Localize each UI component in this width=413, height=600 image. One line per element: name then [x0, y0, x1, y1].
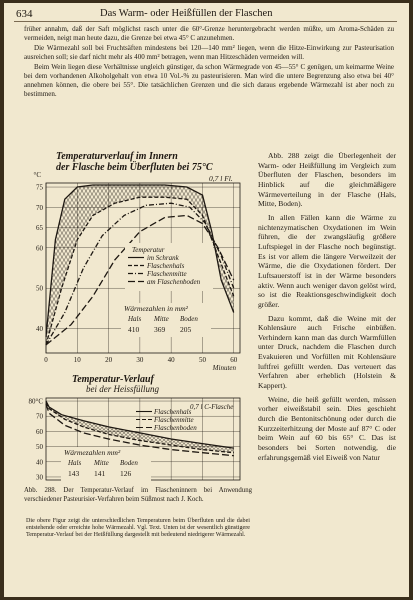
y-tick-label: 40 — [36, 458, 43, 467]
hatch-line — [24, 149, 34, 353]
hatch-line — [234, 149, 256, 353]
y-tick-label: 50 — [36, 443, 43, 452]
hatch-line — [24, 370, 30, 480]
table-header: Hals — [68, 459, 82, 467]
hatch-line — [24, 149, 74, 353]
x-axis-label: Minuten — [212, 364, 236, 372]
hatch-line — [24, 149, 90, 353]
hatch-line — [194, 370, 256, 480]
table-value: 143 — [68, 469, 80, 478]
hatch-line — [24, 370, 26, 480]
hatch-line — [24, 149, 90, 353]
hatch-line — [242, 149, 256, 353]
table-title: Wärmezahlen mm² — [64, 448, 121, 457]
hatch-line — [218, 370, 256, 480]
hatch-line — [24, 149, 30, 353]
hatch-line — [246, 370, 256, 480]
hatch-line — [198, 370, 256, 480]
hatch-line — [24, 370, 66, 480]
chart-title-line-1: Temperatur-Verlauf — [72, 374, 154, 385]
hatch-line — [24, 149, 26, 353]
hatch-line — [24, 149, 94, 353]
hatch-line — [210, 370, 256, 480]
table-value: 141 — [94, 469, 106, 478]
paragraph: Dazu kommt, daß die Weine mit der Kohlensäure auch Frische einbüßen. Verhindern kann man das durch Warmfüllen unter Druck, nachdem die Flaschen durch Evakuieren und Vorfüllen mit Kohlensäure luftfrei gefüllt werden. Das verteuert das Verfahren aber erheblich (Holstein & Kappert). — [258, 313, 396, 391]
hatch-line — [190, 370, 256, 480]
hatch-line — [254, 370, 256, 480]
chart-title-line-1: Temperaturverlauf im Innern — [56, 151, 178, 162]
figure-overflow-chart — [24, 149, 256, 374]
hatch-line — [206, 370, 256, 480]
hatch-line — [24, 370, 34, 480]
figure-hotfill-chart — [24, 370, 256, 482]
series-label: Flaschenhals — [154, 408, 192, 416]
hatch-line — [198, 370, 256, 480]
y-tick-label: 80°C — [28, 397, 43, 406]
hatch-line — [24, 149, 94, 353]
paragraph: früher annahm, daß der Saft möglichst rasch unter die 60°-Grenze heruntergebracht werden müßte, um Aroma-Schäden zu vermeiden, neigt man heute dazu, die Grenze bei etwa 45° C anzunehmen. — [24, 25, 394, 43]
hatch-line — [202, 370, 256, 480]
hatch-line — [218, 370, 256, 480]
table-value: 410 — [128, 325, 140, 334]
chart-title-line-2: der Flasche beim Überfluten bei 75°C — [56, 162, 213, 173]
hatch-line — [242, 149, 256, 353]
hatch-line — [24, 149, 34, 353]
hatch-line — [210, 370, 256, 480]
hatch-line — [246, 370, 256, 480]
hatch-line — [24, 149, 66, 353]
x-tick-label: 20 — [105, 356, 113, 364]
hatch-line — [24, 370, 26, 480]
hatch-line — [242, 370, 256, 480]
x-tick-label: 30 — [136, 356, 144, 364]
hatch-line — [234, 370, 256, 480]
hatch-line — [24, 370, 66, 480]
hatch-line — [254, 370, 256, 480]
x-tick-label: 10 — [73, 356, 81, 364]
hatch-line — [24, 149, 62, 353]
hatch-line — [242, 370, 256, 480]
table-value: 205 — [180, 325, 192, 334]
right-column — [258, 151, 396, 462]
table-value: 126 — [120, 469, 132, 478]
hatch-line — [222, 370, 256, 480]
book-page — [4, 3, 409, 597]
y-tick-label: 70 — [36, 203, 43, 212]
chart-title-line-2: bei der Heissfüllung — [86, 384, 159, 394]
running-header — [14, 8, 397, 22]
y-tick-label: 40 — [36, 325, 43, 334]
hatch-line — [238, 370, 256, 480]
y-tick-label: 60 — [36, 427, 43, 436]
legend-title: Temperatur — [132, 246, 165, 254]
hatch-line — [24, 149, 86, 353]
hatch-line — [202, 370, 256, 480]
hatch-line — [214, 370, 256, 480]
table-header: Hals — [128, 315, 142, 323]
x-tick-label: 60 — [230, 356, 238, 364]
y-tick-label: 65 — [36, 224, 43, 233]
x-tick-label: 50 — [198, 356, 206, 364]
hatch-line — [234, 370, 256, 480]
legend-label: Flaschenhals — [147, 262, 185, 270]
hatch-line — [238, 149, 256, 353]
hatch-line — [222, 370, 256, 480]
y-tick-label: 30 — [36, 473, 43, 482]
x-tick-label: 40 — [167, 356, 175, 364]
hatch-line — [24, 370, 62, 480]
hatch-line — [190, 370, 256, 480]
hatch-line — [238, 370, 256, 480]
paragraph: Beim Wein liegen diese Verhältnisse ungleich günstiger, da schon Wärmegrade von 45—55° C genügen, um keimarme Weine bei dem vorhandenen Alkoholgehalt von etwa 10 Vol.-% zu pasteurisieren. Man wird die untere Begrenzung also etwa bei 40° annehmen können, die obere bei 55°. Die tatsächlichen Grenzen und die sich daraus ergebende Wärmezahl ist aber noch zu bestimmen. — [24, 63, 394, 99]
x-tick-label: 0 — [44, 356, 48, 364]
hatch-line — [206, 370, 256, 480]
hatch-line — [226, 370, 256, 480]
hatch-line — [24, 149, 30, 353]
table-header: Mitte — [154, 315, 169, 323]
legend-label: im Schrank — [147, 254, 179, 262]
table-header: Boden — [120, 459, 138, 467]
figure-caption: Abb. 288. Der Temperatur-Verlauf im Flascheninnern bei Anwendung verschiedener Pasteurisier-Verfahren beim Süßmost nach J. Koch. — [24, 487, 252, 503]
y-tick-label: 75 — [36, 183, 43, 192]
chart-annotation: 0,7 l Fl. — [209, 174, 233, 183]
hatch-line — [214, 370, 256, 480]
paragraph: In allen Fällen kann die Wärme zu nichtenzymatischen Oxydationen im Wein führen, die der zwangsläufig größere Luftspiegel in der Flasche noch begünstigt. Es ist vor allem die längere Verweilzeit der Wärme, die die Oxydationen fördert. Der Luftsauerstoff ist in der Wärme besonders aktiv. Wenn auch weniger davon gelöst wird, so ist die Reaktionsgeschwindigkeit doch größer. — [258, 212, 396, 309]
y-tick-label: 60 — [36, 244, 43, 253]
hatch-line — [234, 149, 256, 353]
hatch-line — [24, 149, 86, 353]
legend-label: am Flaschenboden — [147, 278, 201, 286]
table-header: Boden — [180, 315, 198, 323]
series-label: Flaschenboden — [154, 424, 197, 432]
series-label: Flaschenmitte — [154, 416, 194, 424]
hatch-line — [24, 370, 30, 480]
hatch-line — [24, 370, 34, 480]
hatch-line — [250, 149, 256, 353]
chart-annotation: 0,7 l C-Flasche — [190, 403, 234, 411]
hatch-line — [254, 149, 256, 353]
hatch-line — [246, 149, 256, 353]
table-title: Wärmezahlen in mm² — [124, 304, 188, 313]
paragraph: Die Wärmezahl soll bei Fruchtsäften mindestens bei 120—140 mm² liegen, wenn die Hitze-Einwirkung zur Pasteurisation ausreichen soll; sie darf nicht mehr als 400 mm² betragen, wenn man Hitzeschäden vermeiden will. — [24, 44, 394, 62]
running-title: Das Warm- oder Heißfüllen der Flaschen — [100, 8, 273, 19]
hatch-line — [24, 149, 66, 353]
hatch-line — [226, 370, 256, 480]
intro-text — [24, 25, 394, 99]
paragraph: Weine, die heiß gefüllt werden, müssen vorher eiweißstabil sein. Dies geschieht durch die Bentonitschönung oder durch die Kurzzeiterhitzung der Moste auf 87° C oder beim Wein auf 60 bis 65° C. Das ist besonders bei Sorten notwendig, die erfahrungsgemäß viel Eiweiß von Natur — [258, 394, 396, 462]
hatch-line — [238, 149, 256, 353]
legend-label: Flaschenmitte — [147, 270, 187, 278]
table-value: 369 — [154, 325, 166, 334]
hatch-line — [24, 149, 26, 353]
y-tick-label: 70 — [36, 412, 43, 421]
paragraph: Abb. 288 zeigt die Überlegenheit der Warm- oder Heißfüllung im Vergleich zum Überfluten der Flaschen, besonders im Hinblick auf die gleichmäßigere Wärmeverteilung in der Flasche (Hals, Mitte, Boden). — [258, 151, 396, 209]
hatch-line — [24, 149, 62, 353]
figure-note: Die obere Figur zeigt die unterschiedlichen Temperaturen beim Überfluten und die dabei entstehende oder erreichte hohe Wärmezahl. Vgl. Text. Unten ist der wesentlich günstigere Temperatur-Verlauf bei der Heißfüllung dargestellt mit bedeutend niedrigerer Wärmezahl. — [26, 518, 250, 539]
hatch-line — [250, 370, 256, 480]
hatch-line — [194, 370, 256, 480]
hatch-line — [254, 149, 256, 353]
y-tick-label: 50 — [36, 284, 43, 293]
y-axis-label: °C — [33, 171, 41, 179]
page-number: 634 — [16, 8, 33, 20]
hatch-line — [246, 149, 256, 353]
hatch-line — [250, 149, 256, 353]
table-header: Mitte — [94, 459, 109, 467]
hatch-line — [24, 149, 74, 353]
hatch-line — [250, 370, 256, 480]
hatch-line — [24, 370, 62, 480]
